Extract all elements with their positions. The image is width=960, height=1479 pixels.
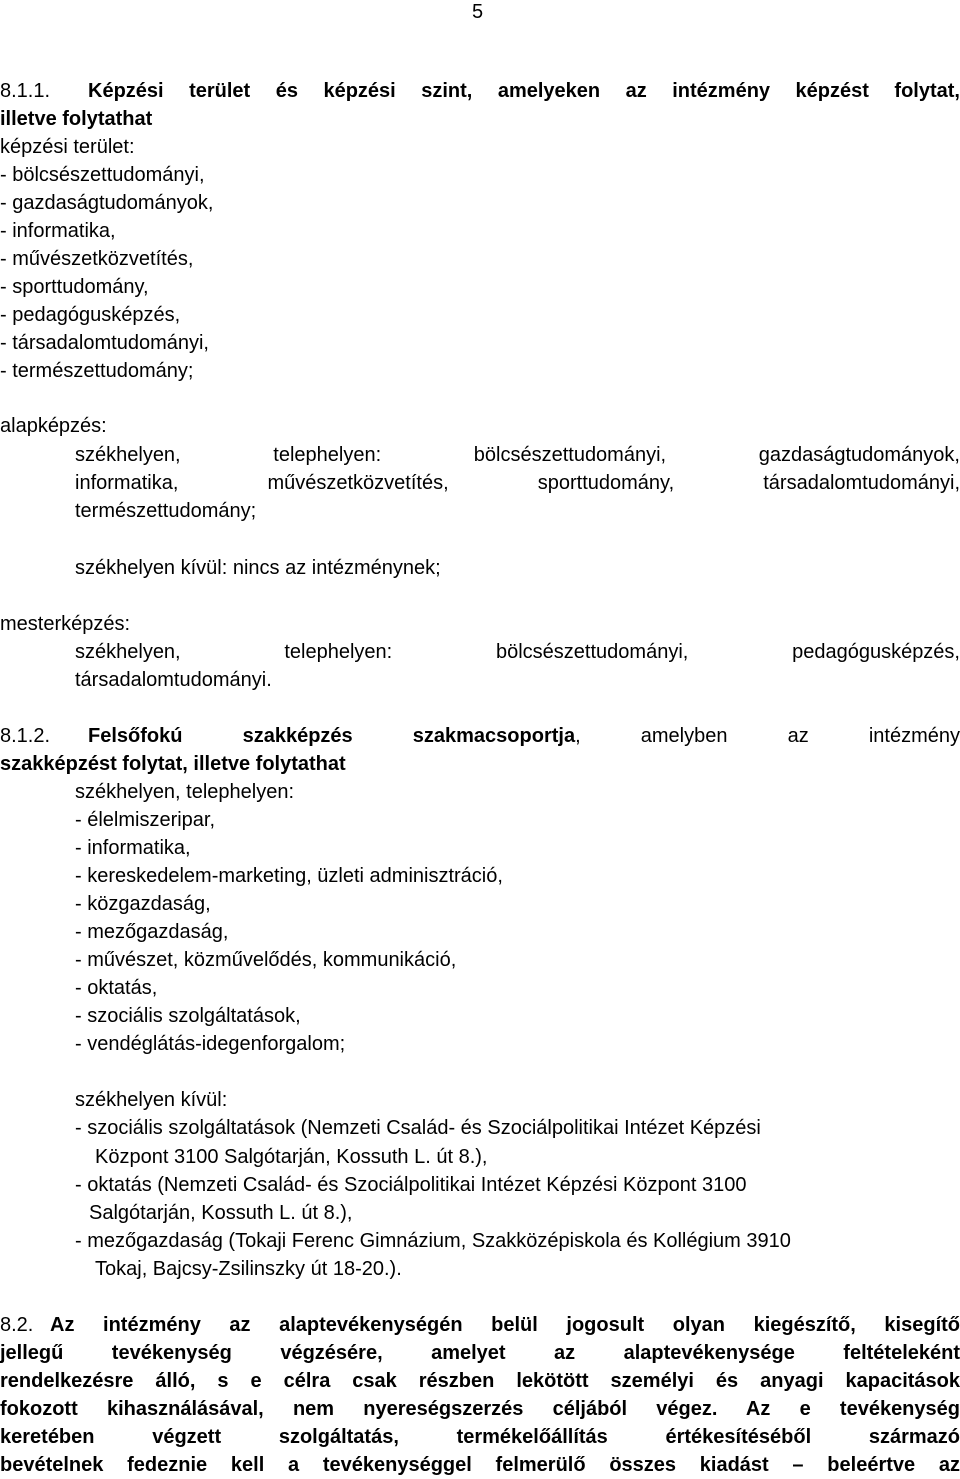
outside-item-line2: Salgótarján, Kossuth L. út 8.), bbox=[89, 1202, 353, 1224]
bachelor-line: informatika, művészetközvetítés, sporttudomány, társadalomtudományi, bbox=[75, 472, 960, 494]
field-item: - művészetközvetítés, bbox=[0, 248, 194, 270]
outside-item-line1: - mezőgazdaság (Tokaji Ferenc Gimnázium, Szakközépiskola és Kollégium 3910 bbox=[75, 1230, 791, 1252]
page-number: 5 bbox=[472, 1, 484, 23]
seat-item: - oktatás, bbox=[75, 977, 158, 999]
section-8-2-line: fokozott kihasználásával, nem nyereségszerzés céljából végez. Az e tevékenység bbox=[0, 1398, 960, 1420]
field-item: - informatika, bbox=[0, 220, 116, 242]
section-8-2-line bbox=[0, 1311, 960, 1339]
bachelor-line: természettudomány; bbox=[75, 500, 257, 522]
master-label: mesterképzés: bbox=[0, 613, 131, 635]
seat-item: - szociális szolgáltatások, bbox=[75, 1005, 301, 1027]
section-8-2-line: bevételnek fedeznie kell a tevékenységgel felmerülő összes kiadást – beleértve az bbox=[0, 1454, 960, 1476]
section-8-1-1-heading-line2: illetve folytathat bbox=[0, 108, 153, 130]
section-8-2-line: jellegű tevékenység végzésére, amelyet az alaptevékenysége feltételeként bbox=[0, 1342, 960, 1364]
section-8-1-1-heading bbox=[0, 77, 960, 105]
section-title-bold-rest: , amelyeken az intézmény képzést folytat, bbox=[466, 80, 960, 102]
bachelor-outside: székhelyen kívül: nincs az intézménynek; bbox=[75, 557, 441, 579]
outside-item-line1: - szociális szolgáltatások (Nemzeti Család- és Szociálpolitikai Intézet Képzési bbox=[75, 1117, 761, 1139]
field-label: képzési terület: bbox=[0, 136, 135, 158]
seat-label: székhelyen, telephelyen: bbox=[75, 781, 295, 803]
seat-item: - közgazdaság, bbox=[75, 893, 211, 915]
field-item: - pedagógusképzés, bbox=[0, 304, 181, 326]
seat-item: - kereskedelem-marketing, üzleti adminisztráció, bbox=[75, 865, 503, 887]
outside-item-line1: - oktatás (Nemzeti Család- és Szociálpolitikai Intézet Képzési Központ 3100 bbox=[75, 1174, 747, 1196]
section-title-rest: , amelyben az intézmény bbox=[575, 725, 960, 747]
section-number: 8.1.2. bbox=[0, 725, 51, 747]
section-8-2-text: Az intézmény az alaptevékenységén belül jogosult olyan kiegészítő, kisegítő bbox=[50, 1314, 960, 1336]
section-title-bold: Felsőfokú szakképzés szakmacsoportja bbox=[88, 725, 576, 747]
bachelor-line: székhelyen, telephelyen: bölcsészettudományi, gazdaságtudományok, bbox=[75, 444, 960, 466]
field-item: - sporttudomány, bbox=[0, 276, 149, 298]
section-number: 8.1.1. bbox=[0, 80, 51, 102]
section-8-1-2-heading bbox=[0, 722, 960, 750]
section-number: 8.2. bbox=[0, 1314, 34, 1336]
master-line: székhelyen, telephelyen: bölcsészettudományi, pedagógusképzés, bbox=[75, 641, 960, 663]
seat-item: - élelmiszeripar, bbox=[75, 809, 216, 831]
seat-item: - mezőgazdaság, bbox=[75, 921, 229, 943]
seat-item: - művészet, közművelődés, kommunikáció, bbox=[75, 949, 457, 971]
field-item: - bölcsészettudományi, bbox=[0, 164, 205, 186]
section-8-1-2-heading-line2: szakképzést folytat, illetve folytathat bbox=[0, 753, 346, 775]
field-item: - társadalomtudományi, bbox=[0, 332, 209, 354]
section-8-2-line: rendelkezésre álló, s e célra csak részben lekötött személyi és anyagi kapacitások bbox=[0, 1370, 960, 1392]
field-item: - gazdaságtudományok, bbox=[0, 192, 214, 214]
outside-item-line2: Központ 3100 Salgótarján, Kossuth L. út 8.), bbox=[95, 1146, 488, 1168]
outside-label: székhelyen kívül: bbox=[75, 1089, 228, 1111]
seat-item: - informatika, bbox=[75, 837, 191, 859]
seat-item: - vendéglátás-idegenforgalom; bbox=[75, 1033, 346, 1055]
section-title-bold: Képzési terület és képzési szint bbox=[88, 80, 467, 102]
master-line: társadalomtudományi. bbox=[75, 669, 272, 691]
bachelor-label: alapképzés: bbox=[0, 415, 107, 437]
section-8-2-line: keretében végzett szolgáltatás, termékelőállítás értékesítéséből származó bbox=[0, 1426, 960, 1448]
outside-item-line2: Tokaj, Bajcsy-Zsilinszky út 18-20.). bbox=[95, 1258, 402, 1280]
field-item: - természettudomány; bbox=[0, 360, 194, 382]
